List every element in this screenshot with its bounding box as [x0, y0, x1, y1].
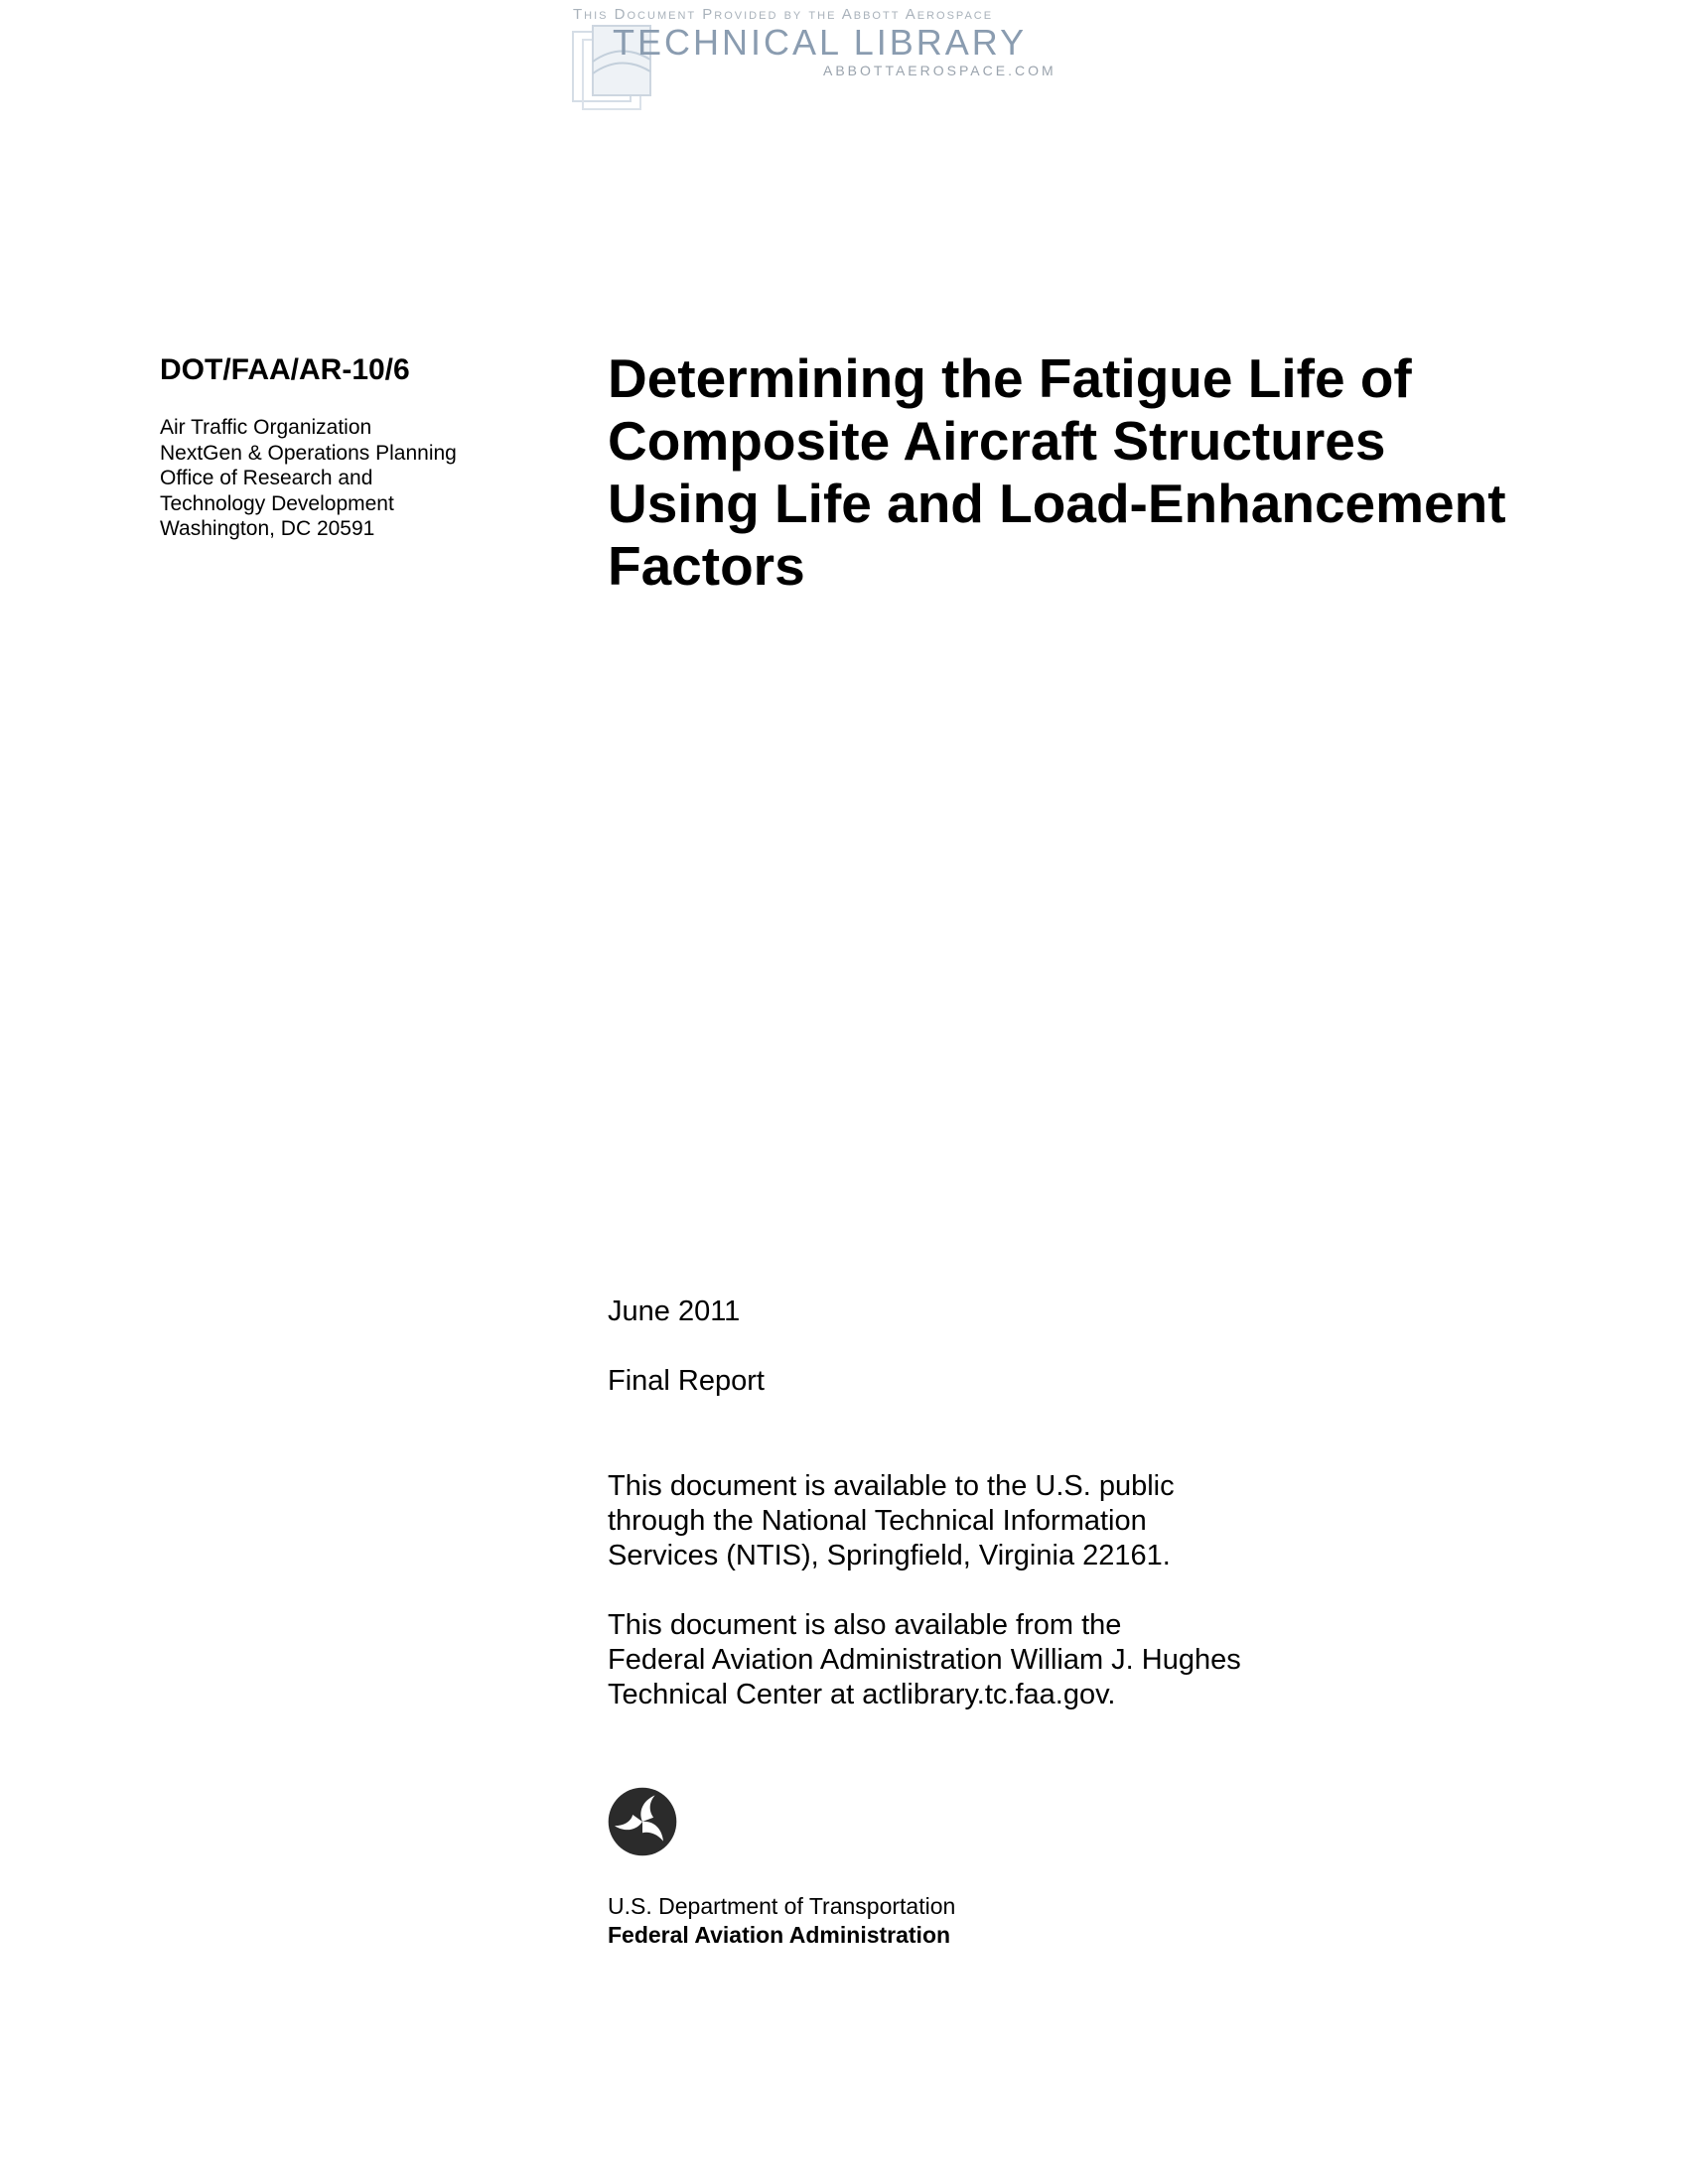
organization-line: Technology Development: [160, 491, 394, 515]
watermark-site: ABBOTTAEROSPACE.COM: [823, 63, 1056, 78]
organization-line: Washington, DC 20591: [160, 517, 375, 540]
organization-line: Office of Research and: [160, 467, 373, 489]
availability-ntis: [608, 1469, 1402, 1573]
department-name: U.S. Department of Transportation: [608, 1893, 956, 1919]
availability-line: This document is available to the U.S. public: [608, 1470, 1175, 1502]
library-watermark: [571, 4, 1087, 113]
organization-block: [160, 415, 457, 542]
agency-block: [608, 1892, 955, 1950]
administration-name: Federal Aviation Administration: [608, 1922, 951, 1948]
availability-line: Federal Aviation Administration William J. Hughes: [608, 1644, 1241, 1676]
document-title: [608, 347, 1601, 598]
title-line: Determining the Fatigue Life of: [608, 347, 1412, 409]
title-line: Using Life and Load-Enhancement: [608, 473, 1506, 534]
availability-line: This document is also available from the: [608, 1609, 1122, 1641]
title-line: Factors: [608, 535, 805, 597]
watermark-library-title: TECHNICAL LIBRARY: [613, 22, 1028, 63]
report-number: DOT/FAA/AR-10/6: [160, 353, 410, 386]
availability-faa: [608, 1608, 1402, 1712]
availability-line: Services (NTIS), Springfield, Virginia 22161.: [608, 1540, 1171, 1571]
title-line: Composite Aircraft Structures: [608, 410, 1386, 472]
availability-line: Technical Center at actlibrary.tc.faa.gov.: [608, 1679, 1116, 1710]
dot-triskelion-icon: [608, 1787, 677, 1856]
availability-line: through the National Technical Information: [608, 1505, 1147, 1537]
organization-line: Air Traffic Organization: [160, 416, 372, 439]
organization-line: NextGen & Operations Planning: [160, 441, 457, 465]
watermark-provided-by: This Document Provided by the Abbott Aerospace: [573, 6, 994, 23]
report-date: June 2011: [608, 1296, 741, 1327]
report-status: Final Report: [608, 1365, 765, 1397]
